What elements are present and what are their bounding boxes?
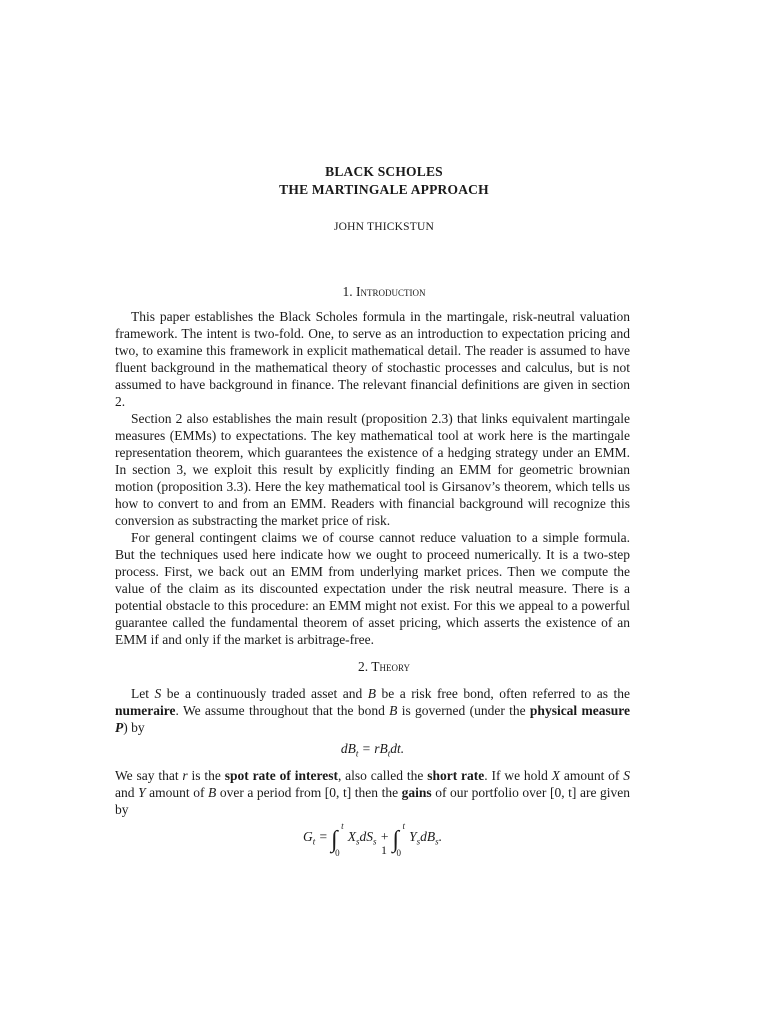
- title-line-1: BLACK SCHOLES: [325, 164, 443, 179]
- intro-paragraph-2: Section 2 also establishes the main result (proposition 2.3) that links equivalent martingale measures (EMMs) to expectations. The key mathematical tool at work here is the martingale representation theorem, which guarantees the existence of a hedging strategy under an EMM. In section 3, we exploit this result by explicitly finding an EMM for geometric brownian motion (proposition 3.3). Here the key mathematical tool is Girsanov’s theorem, which tells us how to convert to and from an EMM. Readers with financial background will recognize this conversion as substracting the market price of risk.: [115, 411, 630, 528]
- title-line-2: THE MARTINGALE APPROACH: [279, 182, 489, 197]
- author-name: JOHN THICKSTUN: [333, 221, 435, 233]
- intro-paragraph-1: This paper establishes the Black Scholes formula in the martingale, risk-neutral valuation framework. The intent is two-fold. One, to serve as an introduction to expectation pricing and two, to examine this framework in explicit mathematical detail. The reader is assumed to have fluent background in the mathematical theory of stochastic processes and calculus, but is not assumed to have background in finance. The relevant financial definitions are given in section 2.: [115, 309, 630, 409]
- paper-title: [0, 163, 768, 199]
- term-gains: gains: [401, 784, 432, 800]
- section-2-heading: 2. Theory: [357, 659, 410, 674]
- page-number: 1: [381, 843, 387, 857]
- section-2-body: [115, 685, 631, 858]
- integral-sign: ∫ t 0: [331, 820, 344, 858]
- equation-gains: $G_t$ = ∫ t 0 $X_sdS_s$ + ∫ t 0 $Y_sdB_s$.: [302, 820, 443, 858]
- integral-sign: ∫ t 0: [392, 820, 405, 858]
- term-short-rate: short rate: [427, 767, 485, 783]
- term-physical-measure: physical measure P: [115, 703, 630, 735]
- intro-paragraph-3: For general contingent claims we of course cannot reduce valuation to a simple formula. But the techniques used here indicate how we ought to proceed numerically. It is a two-step process. First, we back out an EMM from underlying market prices. Then we compute the value of the claim as its discounted expectation under the risk neutral measure. There is a potential obstacle to this procedure: an EMM might not exist. For this we appeal to a powerful guarantee called the fundamental theorem of asset pricing, which asserts the existence of an EMM if and only if the market is arbitrage-free.: [115, 530, 630, 647]
- theory-paragraph-1: Let S be a continuously traded asset and B be a risk free bond, often referred to as the numeraire. We assume throughout that the bond B is governed (under the physical measure P) by: [115, 686, 630, 735]
- term-numeraire: numeraire: [115, 703, 176, 718]
- section-1-body: [115, 308, 630, 648]
- term-spot-rate: spot rate of interest: [224, 767, 338, 783]
- equation-bond-dynamics: $dB_t = rB_tdt$.: [340, 741, 405, 759]
- section-1-heading: 1. Introduction: [342, 284, 426, 299]
- theory-paragraph-2: We say that r is the spot rate of interest, also called the short rate. If we hold X amount of S and Y amount of B over a period from [0, t] then the gains of our portfolio over [0, t] are given by: [115, 767, 631, 817]
